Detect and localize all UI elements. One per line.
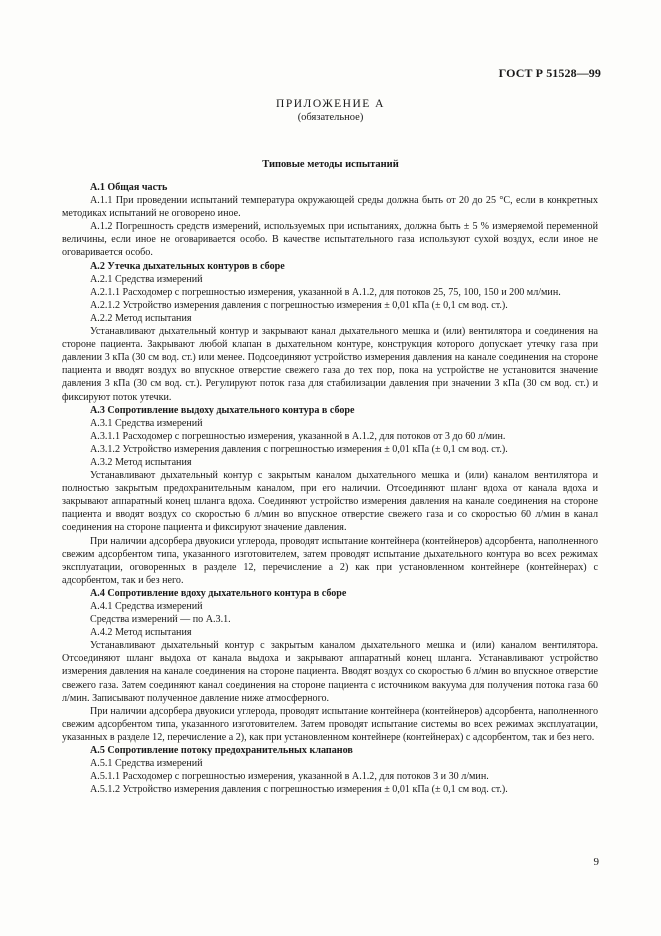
paragraph: А.3.1.1 Расходомер с погрешностью измерения, указанной в А.1.2, для потоков от 3 до 60 л/мин. [90, 430, 506, 442]
paragraph: А.3.2 Метод испытания [90, 456, 192, 468]
paragraph: А.2.1 Средства измерений [90, 273, 203, 285]
paragraph: А.1.1 При проведении испытаний температура окружающей среды должна быть от 20 до 25 °С, если в конкретных методиках испытаний не оговорено иное. [62, 195, 598, 220]
paragraph: А.4.1 Средства измерений [90, 601, 203, 612]
paragraph: Устанавливают дыхательный контур с закрытым каналом дыхательного мешка и (или) каналом вентилятора. Отсоединяют шланг выдоха от канала выдоха и закрывают аппаратный конец шланга. Устанавливают устройство измерения давления на канале соединения на стороне пациента. Вводят воздух со скоростью 6 л/мин во впускное отверстие свежего газа. Затем соединяют канал соединения на стороне пациента с источником вакуума для получения потока газа 60 л/мин. Записывают полученное давление ниже атмосферного. [62, 640, 598, 704]
standard-number: ГОСТ Р 51528—99 [498, 66, 601, 80]
paragraph: А.3.1.2 Устройство измерения давления с погрешностью измерения ± 0,01 кПа (± 0,1 см вод. ст.). [90, 443, 508, 455]
paragraph: А.2.1.1 Расходомер с погрешностью измерения, указанной в А.1.2, для потоков 25, 75, 100, 150 и 200 мл/мин. [90, 286, 561, 298]
subsection-heading: А.4 Сопротивление вдоху дыхательного контура в сборе [90, 587, 347, 599]
paragraph: Устанавливают дыхательный контур и закрывают канал дыхательного мешка и (или) вентилятора и соединения на стороне пациента. Закрывают любой клапан в дыхательном контуре, конструкция которого допускает утечку газа при давлении 3 кПа (30 см вод. ст.) или менее. Подсоединяют устройство измерения давления на канале соединения на стороне пациента и вводят воздух во впускное отверстие свежего газа до тех пор, пока на устройстве не установится значение давления 3 кПа (30 см вод. ст.). Регулируют поток газа для стабилизации давления при значении 3 кПа (30 см вод. ст.) и фиксируют поток утечки. [62, 326, 598, 403]
paragraph: А.2.1.2 Устройство измерения давления с погрешностью измерения ± 0,01 кПа (± 0,1 см вод. ст.). [90, 299, 508, 311]
paragraph: А.5.1.1 Расходомер с погрешностью измерения, указанной в А.1.2, для потоков 3 и 30 л/мин. [90, 771, 489, 783]
paragraph: А.5.1 Средства измерений [90, 758, 203, 770]
subsection-heading: А.3 Сопротивление выдоху дыхательного контура в сборе [90, 404, 355, 416]
document-body [62, 181, 598, 796]
paragraph: А.4.2 Метод испытания [90, 627, 192, 639]
subsection-heading: А.1 Общая часть [90, 182, 168, 193]
section-heading: Типовые методы испытаний [262, 159, 399, 170]
annex-title: ПРИЛОЖЕНИЕ А [276, 98, 385, 110]
paragraph: А.2.2 Метод испытания [90, 312, 192, 324]
paragraph: При наличии адсорбера двуокиси углерода, проводят испытание контейнера (контейнеров) адсорбента, наполненного свежим адсорбентом типа, указанного изготовителем, затем проводят испытание дыхательного контура во всех режимах эксплуатации, оговоренных в разделе 12, перечисление а 2) как при установленном контейнере (контейнерах) с адсорбентом, так и без него. [62, 535, 598, 586]
annex-subtitle: (обязательное) [297, 112, 364, 123]
subsection-heading: А.5 Сопротивление потоку предохранительных клапанов [90, 745, 353, 757]
subsection-heading: А.2 Утечка дыхательных контуров в сборе [90, 260, 285, 272]
paragraph: Устанавливают дыхательный контур с закрытым каналом дыхательного мешка и (или) каналом вентилятора и полностью закрытым предохранительным каналом, при его наличии. Отсоединяют шланг вдоха от канала вдоха и закрывают аппаратный конец шланга вдоха. Соединяют устройство измерения давления на канале соединения на стороне пациента и вводят воздух со скоростью 6 л/мин во впускное отверстие свежего газа и со скоростью 60 л/мин в канал соединения на стороне пациента и фиксируют значение давления. [62, 470, 598, 534]
paragraph: А.1.2 Погрешность средств измерений, используемых при испытаниях, должна быть ± 5 % измеряемой переменной величины, если иное не оговаривается особо. В качестве испытательного газа используют сухой воздух, если иное не оговаривается особо. [62, 221, 598, 259]
paragraph: Средства измерений — по А.3.1. [90, 614, 231, 626]
page-number: 9 [593, 856, 599, 868]
paragraph: А.3.1 Средства измерений [90, 417, 203, 429]
paragraph: А.5.1.2 Устройство измерения давления с погрешностью измерения ± 0,01 кПа (± 0,1 см вод. ст.). [90, 784, 508, 796]
paragraph: При наличии адсорбера двуокиси углерода, проводят испытание контейнера (контейнеров) адсорбента, наполненного свежим адсорбентом типа, указанного изготовителем. Затем проводят испытание системы во всех режимах эксплуатации, указанных в разделе 12, перечисление а 2), как при установленном контейнере (контейнерах) с адсорбентом, так и без него. [62, 705, 598, 743]
